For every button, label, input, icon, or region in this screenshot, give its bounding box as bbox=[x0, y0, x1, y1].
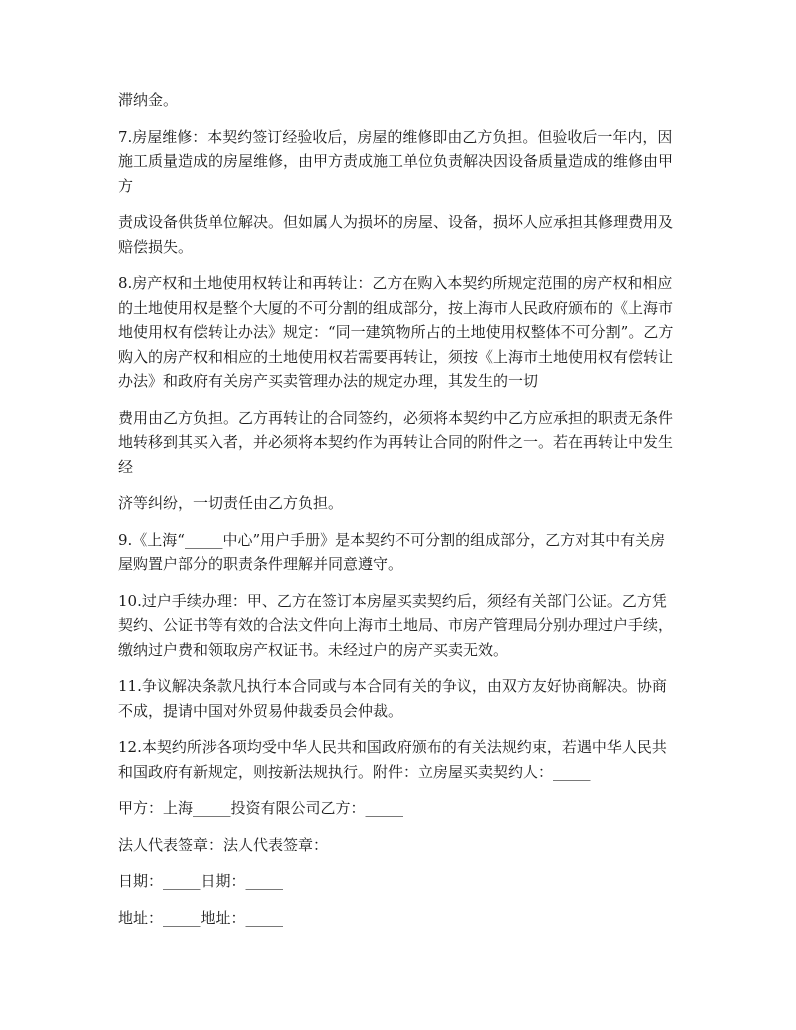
paragraph-clause-8-property-transfer: 8.房产权和土地使用权转让和再转让：乙方在购入本契约所规定范围的房产权和相应的土地使用权是整个大厦的不可分割的组成部分，按上海市人民政府颁布的《上海市地使用权有偿转让办法》规定：“同一建筑物所占的土地使用权整体不可分割”。乙方购入的房产权和相应的土地使用权若需要再转让，须按《上海市土地使用权有偿转让办法》和政府有关房产买卖管理办法的规定办理，其发生的一切 bbox=[118, 274, 674, 390]
paragraph-clause-10-transfer-procedure: 10.过户手续办理：甲、乙方在签订本房屋买卖契约后，须经有关部门公证。乙方凭契约、公证书等有效的合法文件向上海市土地局、市房产管理局分别办理过户手续，缴纳过户费和领取房产权证书。未经过户的房产买卖无效。 bbox=[118, 591, 674, 659]
paragraph-late-fee-tail: 滞纳金。 bbox=[118, 91, 179, 109]
document-body bbox=[118, 88, 678, 930]
paragraph-clause-12-governing-law: 12.本契约所涉各项均受中华人民共和国政府颁布的有关法规约束，若遇中华人民共和国政府有新规定，则按新法规执行。附件：立房屋买卖契约人：_____ bbox=[118, 738, 667, 781]
paragraph-clause-11-dispute-resolution: 11.争议解决条款凡执行本合同或与本合同有关的争议，由双方友好协商解决。协商不成，提请中国对外贸易仲裁委员会仲裁。 bbox=[118, 677, 667, 720]
paragraph-clause-7-house-maintenance: 7.房屋维修：本契约签订经验收后，房屋的维修即由乙方负担。但验收后一年内，因施工质量造成的房屋维修，由甲方责成施工单位负责解决因设备质量造成的维修由甲方 bbox=[118, 127, 674, 195]
signature-address-line: 地址：_____地址：_____ bbox=[118, 908, 284, 927]
paragraph-clause-9-user-manual: 9.《上海“_____中心”用户手册》是本契约不可分割的组成部分，乙方对其中有关房屋购置户部分的职责条件理解并同意遵守。 bbox=[118, 530, 666, 573]
paragraph-clause-8-continued: 费用由乙方负担。乙方再转让的合同签约，必须将本契约中乙方应承担的职责无条件地转移到其买入者，并必须将本契约作为再转让合同的附件之一。若在再转让中发生经 bbox=[118, 408, 674, 476]
signature-date-line: 日期：_____日期：_____ bbox=[118, 872, 284, 890]
signature-party-line: 甲方：上海_____投资有限公司乙方：_____ bbox=[118, 799, 404, 817]
paragraph-clause-8-tail: 济等纠纷，一切责任由乙方负担。 bbox=[118, 494, 344, 512]
signature-representative-line: 法人代表签章：法人代表签章： bbox=[118, 835, 329, 854]
paragraph-clause-7-continued: 责成设备供货单位解决。但如属人为损坏的房屋、设备，损坏人应承担其修理费用及赔偿损失。 bbox=[118, 213, 674, 256]
